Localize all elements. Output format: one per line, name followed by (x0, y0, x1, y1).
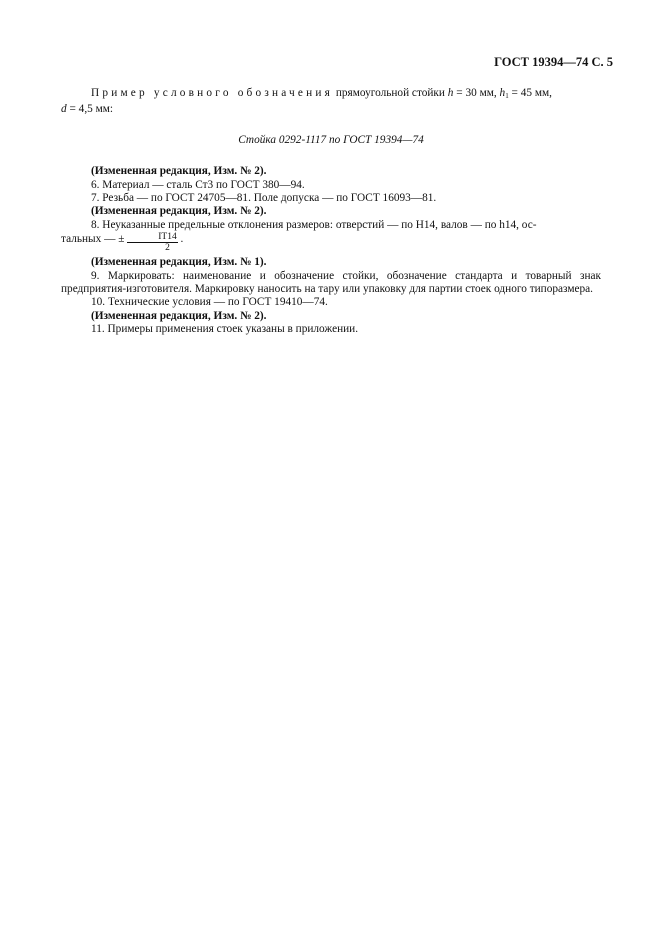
clause-8: 8. Неуказанные предельные отклонения размеров: отверстий — по Н14, валов — по h14, ос- тальных — ± $\frac{IT14}{2}$ . (61, 218, 537, 254)
designation-example: Стойка 0292-1117 по ГОСТ 19394—74 (238, 133, 424, 146)
edit-note: (Измененная редакция, Изм. № 2). (91, 309, 267, 322)
clause-10: 10. Технические условия — по ГОСТ 19410—74. (91, 296, 328, 309)
example-lead: Пример условного обозначения (91, 87, 333, 99)
clause-9: 9. Маркировать: наименование и обозначение стойки, обозначение стандарта и товарный знак предприятия-изготовителя. Маркировку наносить на тару или упаковку для партии стоек одного типоразмера. (61, 269, 601, 296)
clause-7: 7. Резьба — по ГОСТ 24705—81. Поле допуска — по ГОСТ 16093—81. (91, 192, 437, 205)
clause-6: 6. Материал — сталь Ст3 по ГОСТ 380—94. (91, 178, 305, 191)
clause-11: 11. Примеры применения стоек указаны в приложении. (91, 323, 359, 336)
document-body (61, 87, 601, 337)
page-header: ГОСТ 19394—74 С. 5 (494, 55, 613, 69)
fraction-it14: $\frac{IT14}{2}$ (127, 232, 177, 253)
edit-note: (Измененная редакция, Изм. № 2). (91, 205, 267, 218)
example-paragraph: Пример условного обозначения прямоугольной стойки h = 30 мм, $h_1 = 45$ мм, d = 4,5 мм: (61, 87, 552, 116)
edit-note: (Измененная редакция, Изм. № 2). (91, 165, 267, 178)
edit-note: (Измененная редакция, Изм. № 1). (91, 256, 267, 269)
